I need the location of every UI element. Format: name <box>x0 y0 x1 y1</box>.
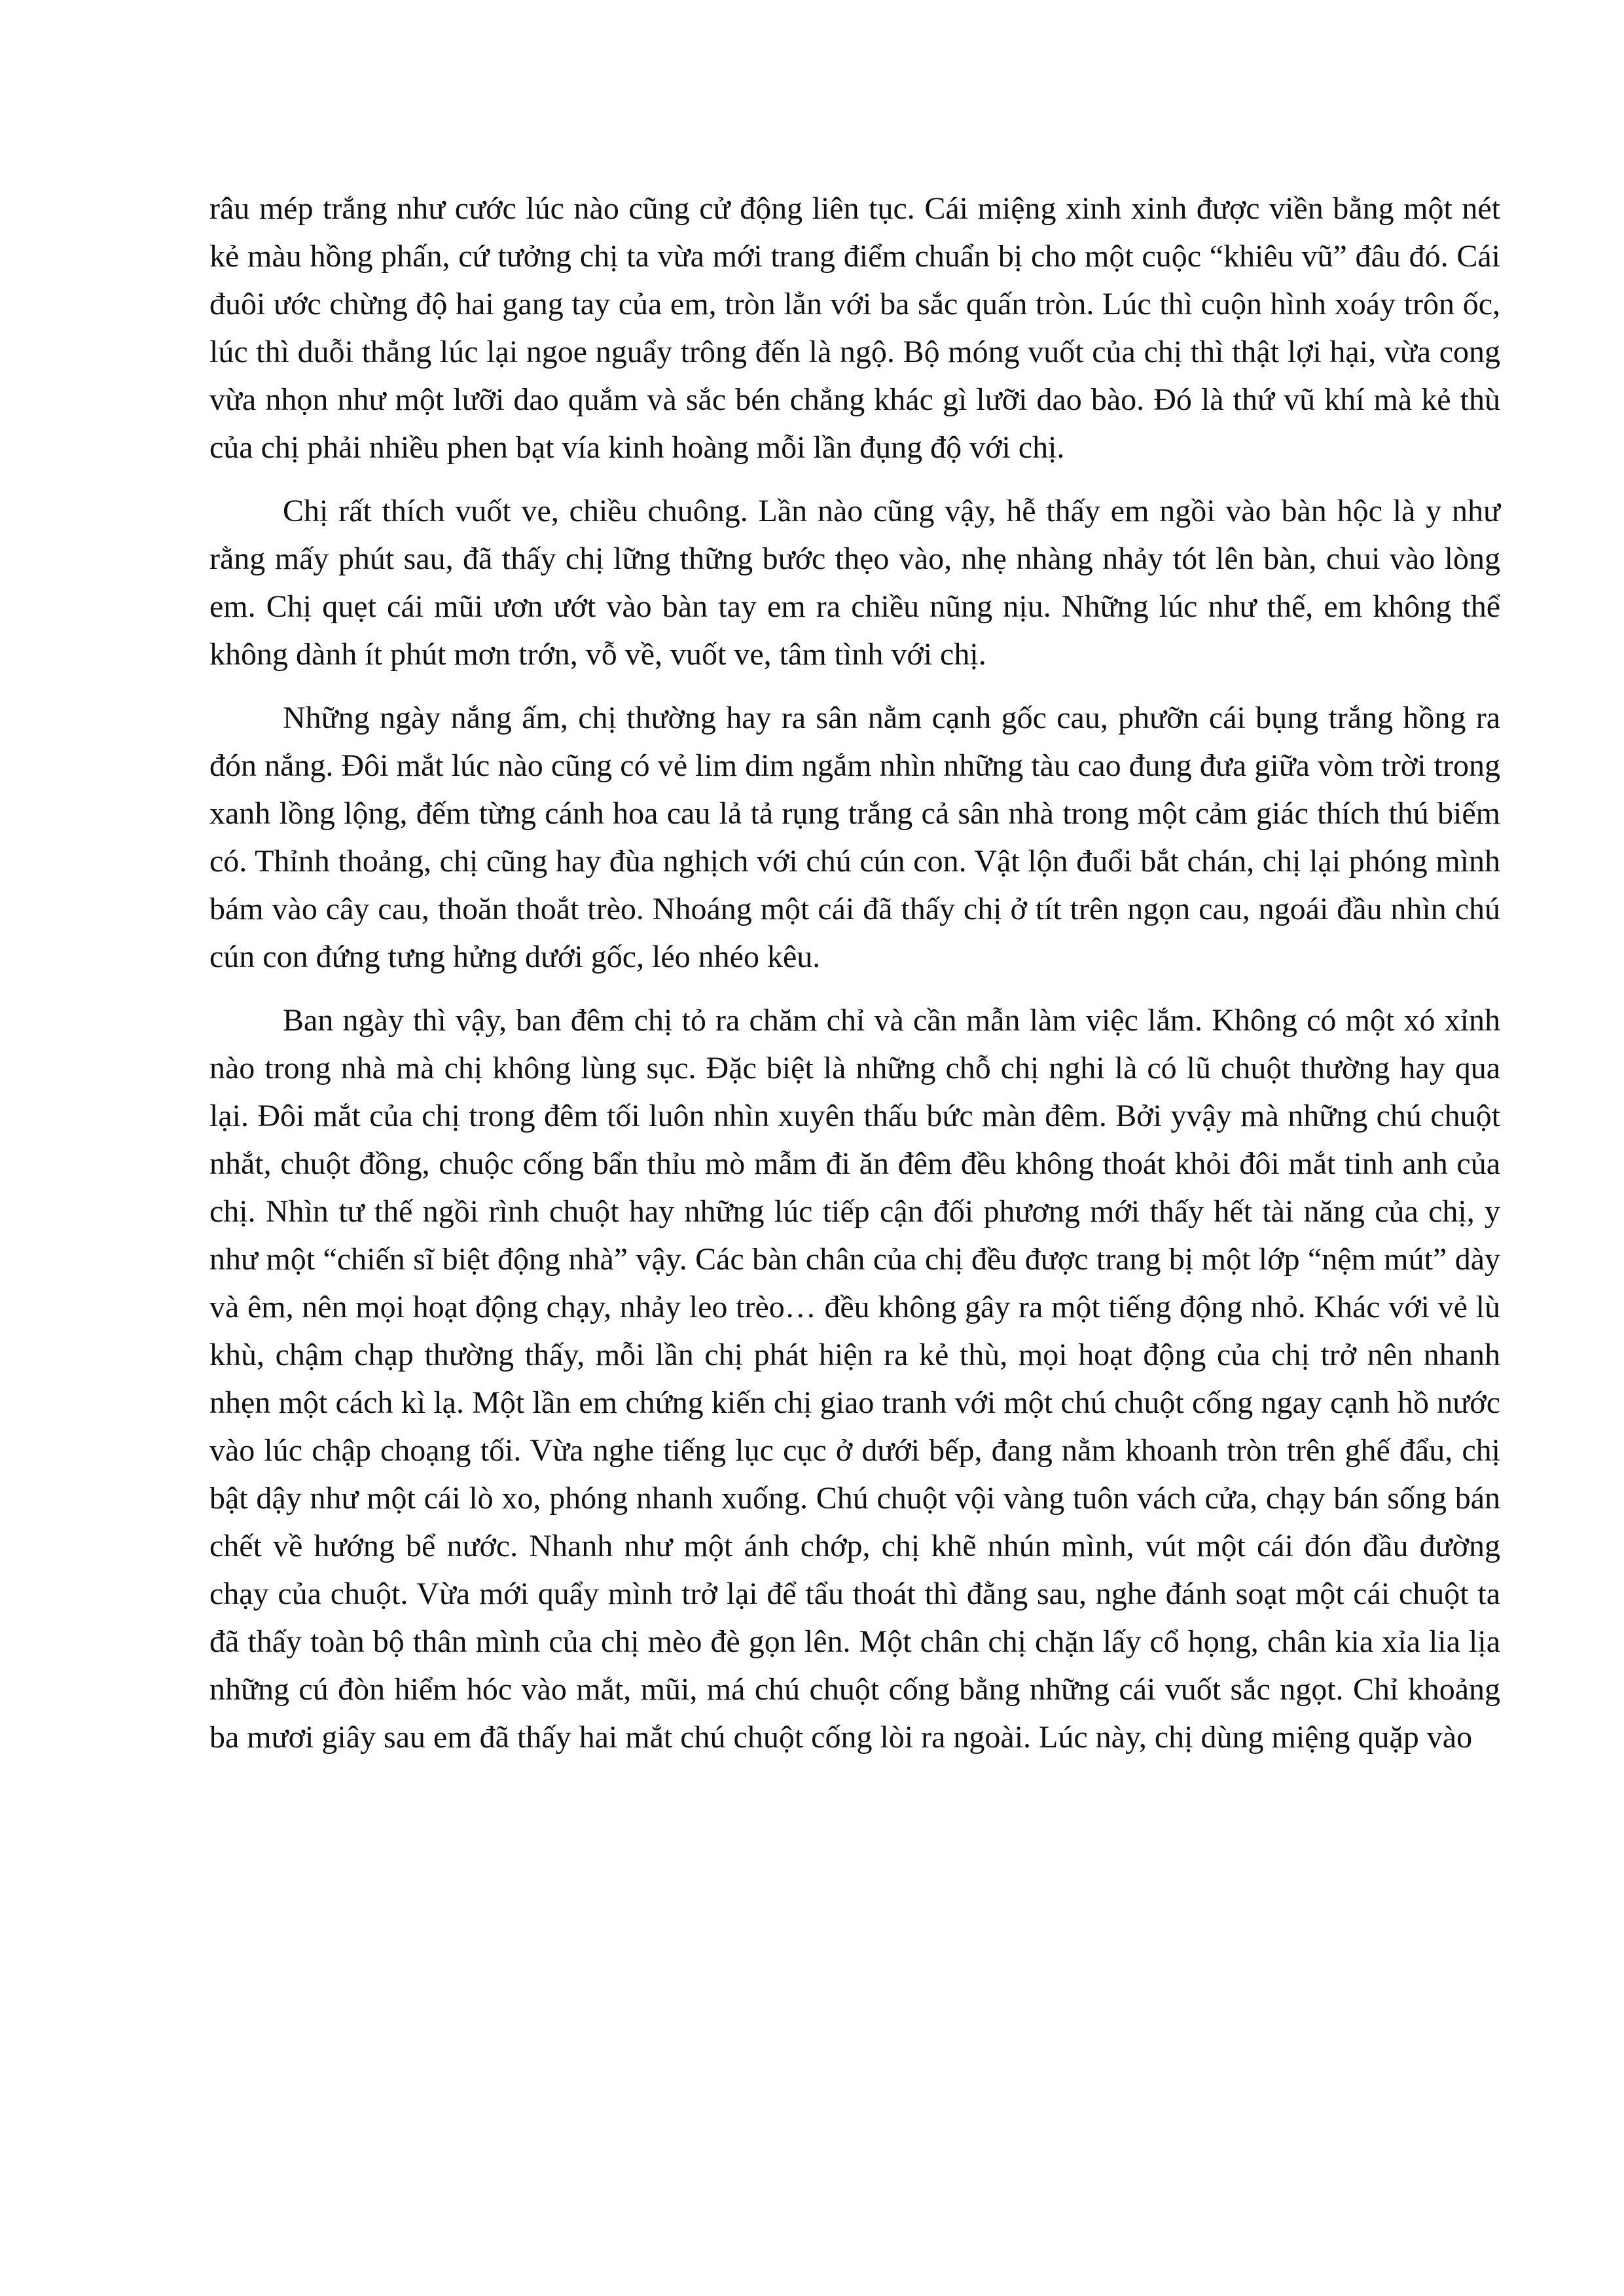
document-body <box>209 185 1500 1761</box>
paragraph-4: Ban ngày thì vậy, ban đêm chị tỏ ra chăm chỉ và cần mẫn làm việc lắm. Không có một xó xỉnh nào trong nhà mà chị không lùng sục. Đặc biệt là những chỗ chị nghi là có lũ chuột thường hay qua lại. Đôi mắt của chị trong đêm tối luôn nhìn xuyên thấu bức màn đêm. Bởi yvậy mà những chú chuột nhắt, chuột đồng, chuộc cống bẩn thỉu mò mẫm đi ăn đêm đều không thoát khỏi đôi mắt tinh anh của chị. Nhìn tư thế ngồi rình chuột hay những lúc tiếp cận đối phương mới thấy hết tài năng của chị, y như một “chiến sĩ biệt động nhà” vậy. Các bàn chân của chị đều được trang bị một lớp “nệm mút” dày và êm, nên mọi hoạt động chạy, nhảy leo trèo… đều không gây ra một tiếng động nhỏ. Khác với vẻ lù khù, chậm chạp thường thấy, mỗi lần chị phát hiện ra kẻ thù, mọi hoạt động của chị trở nên nhanh nhẹn một cách kì lạ. Một lần em chứng kiến chị giao tranh với một chú chuột cống ngay cạnh hồ nước vào lúc chập choạng tối. Vừa nghe tiếng lục cục ở dưới bếp, đang nằm khoanh tròn trên ghế đẩu, chị bật dậy như một cái lò xo, phóng nhanh xuống. Chú chuột vội vàng tuôn vách cửa, chạy bán sống bán chết về hướng bể nước. Nhanh như một ánh chớp, chị khẽ nhún mình, vút một cái đón đầu đường chạy của chuột. Vừa mới quẩy mình trở lại để tẩu thoát thì đằng sau, nghe đánh soạt một cái chuột ta đã thấy toàn bộ thân mình của chị mèo đè gọn lên. Một chân chị chặn lấy cổ họng, chân kia xỉa lia lịa những cú đòn hiểm hóc vào mắt, mũi, má chú chuột cống bằng những cái vuốt sắc ngọt. Chỉ khoảng ba mươi giây sau em đã thấy hai mắt chú chuột cống lòi ra ngoài. Lúc này, chị dùng miệng quặp vào <box>209 1003 1500 1755</box>
paragraph-2: Chị rất thích vuốt ve, chiều chuông. Lần nào cũng vậy, hễ thấy em ngồi vào bàn hộc là y như rằng mấy phút sau, đã thấy chị lững thững bước thẹo vào, nhẹ nhàng nhảy tót lên bàn, chui vào lòng em. Chị quẹt cái mũi ươn ướt vào bàn tay em ra chiều nũng nịu. Những lúc như thế, em không thể không dành ít phút mơn trớn, vỗ về, vuốt ve, tâm tình với chị. <box>209 494 1500 672</box>
paragraph-3: Những ngày nắng ấm, chị thường hay ra sân nằm cạnh gốc cau, phưỡn cái bụng trắng hồng ra đón nắng. Đôi mắt lúc nào cũng có vẻ lim dim ngắm nhìn những tàu cao đung đưa giữa vòm trời trong xanh lồng lộng, đếm từng cánh hoa cau lả tả rụng trắng cả sân nhà trong một cảm giác thích thú biếm có. Thỉnh thoảng, chị cũng hay đùa nghịch với chú cún con. Vật lộn đuổi bắt chán, chị lại phóng mình bám vào cây cau, thoăn thoắt trèo. Nhoáng một cái đã thấy chị ở tít trên ngọn cau, ngoái đầu nhìn chú cún con đứng tưng hửng dưới gốc, léo nhéo kêu. <box>209 701 1500 974</box>
paragraph-1: râu mép trắng như cước lúc nào cũng cử động liên tục. Cái miệng xinh xinh được viền bằng một nét kẻ màu hồng phấn, cứ tưởng chị ta vừa mới trang điểm chuẩn bị cho một cuộc “khiêu vũ” đâu đó. Cái đuôi ước chừng độ hai gang tay của em, tròn lẳn với ba sắc quấn tròn. Lúc thì cuộn hình xoáy trôn ốc, lúc thì duỗi thẳng lúc lại ngoe nguẩy trông đến là ngộ. Bộ móng vuốt của chị thì thật lợi hại, vừa cong vừa nhọn như một lưỡi dao quắm và sắc bén chẳng khác gì lưỡi dao bào. Đó là thứ vũ khí mà kẻ thù của chị phải nhiều phen bạt vía kinh hoàng mỗi lần đụng độ với chị. <box>209 191 1500 465</box>
